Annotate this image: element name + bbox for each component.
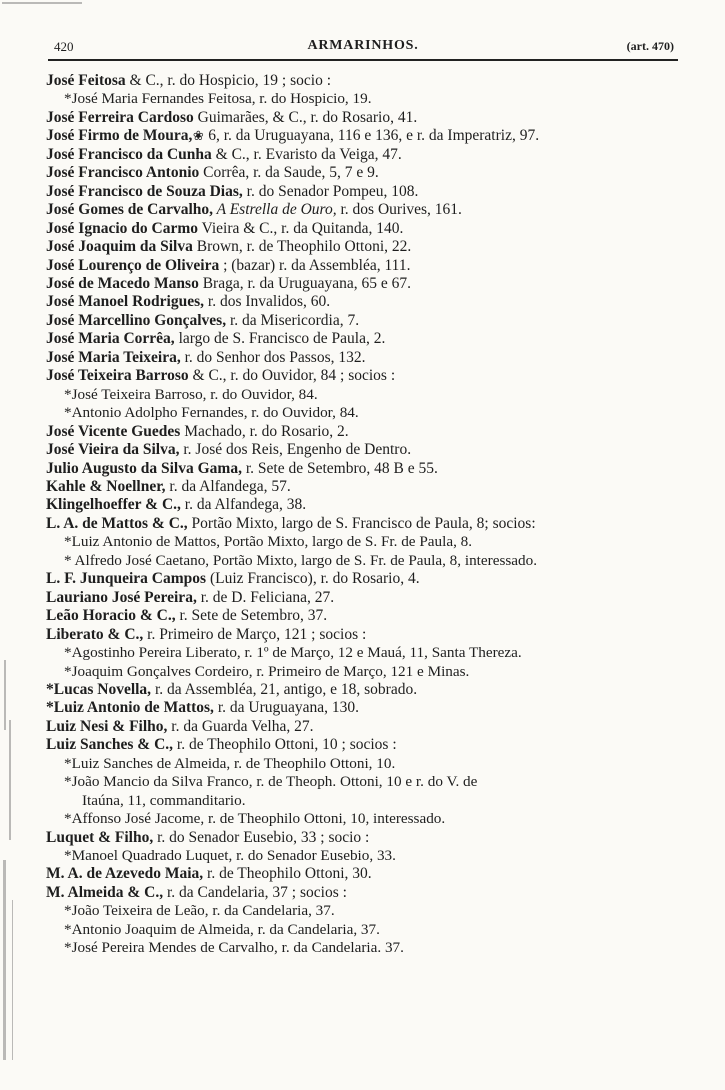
directory-entry bbox=[46, 201, 694, 219]
entry-address: Portão Mixto, largo de S. Francisco de Paula, 8; socios: bbox=[187, 514, 536, 532]
entry-name: Luquet & Filho, bbox=[46, 828, 154, 846]
entry-address: r. da Uruguayana, 130. bbox=[213, 699, 359, 717]
directory-entry bbox=[46, 72, 694, 90]
directory-entry bbox=[46, 626, 694, 644]
entry-name: José Francisco Antonio bbox=[46, 164, 200, 182]
entry-address: r. dos Invalidos, 60. bbox=[204, 293, 331, 311]
entry-name: Leão Horacio & C., bbox=[46, 607, 176, 625]
print-speckle bbox=[12, 900, 13, 1060]
directory-entries bbox=[46, 72, 694, 958]
entry-name: *Luiz Antonio de Mattos, bbox=[46, 699, 214, 717]
partner-entry: *Agostinho Pereira Liberato, r. 1º de Março, 12 e Mauá, 11, Santa Thereza. bbox=[64, 644, 522, 662]
entry-name: José Ferreira Cardoso bbox=[46, 108, 194, 126]
entry-name: José Firmo de Moura, bbox=[46, 127, 193, 145]
header-rule bbox=[48, 59, 678, 61]
partner-entry: *José Teixeira Barroso, r. do Ouvidor, 84. bbox=[64, 385, 318, 403]
partner-entry: *João Mancio da Silva Franco, r. de Theoph. Ottoni, 10 e r. do V. de bbox=[64, 773, 478, 791]
directory-entry bbox=[46, 164, 694, 182]
directory-entry bbox=[46, 220, 694, 238]
entry-name: José Marcellino Gonçalves, bbox=[46, 311, 227, 329]
entry-name: José Vieira da Silva, bbox=[46, 441, 180, 459]
entry-name: Klingelhoeffer & C., bbox=[46, 496, 181, 514]
entry-address: & C., r. do Ouvidor, 84 ; socios : bbox=[188, 367, 396, 385]
directory-entry bbox=[46, 109, 694, 127]
partner-entry-continuation: Itaúna, 11, commanditario. bbox=[82, 791, 246, 809]
entry-address: r. da Alfandega, 57. bbox=[165, 477, 291, 495]
directory-entry bbox=[46, 607, 694, 625]
entry-name: José Maria Corrêa, bbox=[46, 330, 175, 348]
directory-entry bbox=[46, 515, 694, 533]
partner-entry: *José Maria Fernandes Feitosa, r. do Hospicio, 19. bbox=[64, 90, 372, 108]
entry-address: Brown, r. de Theophilo Ottoni, 22. bbox=[192, 238, 412, 256]
entry-address: r. dos Ourives, 161. bbox=[336, 201, 462, 219]
entry-address: r. do Senhor dos Passos, 132. bbox=[180, 348, 366, 366]
directory-entry bbox=[46, 829, 694, 847]
directory-entry bbox=[46, 570, 694, 588]
entry-address: ; (bazar) r. da Assembléa, 111. bbox=[219, 256, 411, 274]
entry-address: r. de Theophilo Ottoni, 30. bbox=[203, 865, 372, 883]
directory-entry bbox=[46, 718, 694, 736]
entry-address: Guimarães, & C., r. do Rosario, 41. bbox=[193, 108, 418, 126]
entry-name: José Feitosa bbox=[46, 72, 126, 89]
entry-address: Braga, r. da Uruguayana, 65 e 67. bbox=[198, 274, 412, 292]
partner-entry: *Antonio Adolpho Fernandes, r. do Ouvidor, 84. bbox=[64, 404, 359, 422]
directory-entry bbox=[46, 681, 694, 699]
entry-name: M. Almeida & C., bbox=[46, 883, 164, 901]
entry-address: Vieira & C., r. da Quitanda, 140. bbox=[197, 219, 404, 237]
directory-entry bbox=[46, 496, 694, 514]
entry-name: José Francisco da Cunha bbox=[46, 145, 212, 163]
directory-entry bbox=[46, 330, 694, 348]
entry-name: José Maria Teixeira, bbox=[46, 348, 181, 366]
partner-entry: *Affonso José Jacome, r. de Theophilo Ottoni, 10, interessado. bbox=[64, 810, 446, 828]
print-speckle bbox=[3, 860, 6, 1060]
partner-entry: *João Teixeira de Leão, r. da Candelaria, 37. bbox=[64, 902, 335, 920]
entry-name: José de Macedo Manso bbox=[46, 274, 199, 292]
entry-name: José Francisco de Souza Dias, bbox=[46, 182, 243, 200]
entry-shop-name: A Estrella de Ouro, bbox=[213, 201, 337, 219]
entry-address: r. de Theophilo Ottoni, 10 ; socios : bbox=[173, 736, 397, 754]
entry-address: r. da Guarda Velha, 27. bbox=[167, 717, 314, 735]
entry-name: José Vicente Guedes bbox=[46, 422, 181, 440]
directory-entry bbox=[46, 423, 694, 441]
entry-name: L. F. Junqueira Campos bbox=[46, 570, 207, 588]
entry-address: & C., r. Evaristo da Veiga, 47. bbox=[211, 145, 402, 163]
entry-address: 6, r. da Uruguayana, 116 e 136, e r. da Imperatriz, 97. bbox=[204, 127, 540, 145]
entry-name: José Manoel Rodrigues, bbox=[46, 293, 205, 311]
entry-address: largo de S. Francisco de Paula, 2. bbox=[174, 330, 386, 348]
entry-address: r. da Misericordia, 7. bbox=[226, 311, 360, 329]
entry-address: r. Sete de Setembro, 48 B e 55. bbox=[241, 459, 438, 477]
entry-name: L. A. de Mattos & C., bbox=[46, 514, 188, 532]
directory-entry bbox=[46, 257, 694, 275]
directory-entry bbox=[46, 460, 694, 478]
partner-entry: * Alfredo José Caetano, Portão Mixto, largo de S. Fr. de Paula, 8, interessado. bbox=[64, 551, 537, 569]
partner-entry: *Luiz Antonio de Mattos, Portão Mixto, largo de S. Fr. de Paula, 8. bbox=[64, 533, 473, 551]
entry-name: José Teixeira Barroso bbox=[46, 367, 189, 385]
print-speckle bbox=[2, 2, 82, 4]
directory-entry bbox=[46, 349, 694, 367]
entry-address: & C., r. do Hospicio, 19 ; socio : bbox=[125, 72, 332, 89]
entry-name: José Ignacio do Carmo bbox=[46, 219, 198, 237]
entry-address: r. Sete de Setembro, 37. bbox=[175, 607, 328, 625]
fleuron-icon: ❀ bbox=[192, 128, 204, 144]
directory-entry bbox=[46, 312, 694, 330]
directory-entry bbox=[46, 865, 694, 883]
entry-address: r. Primeiro de Março, 121 ; socios : bbox=[143, 625, 367, 643]
directory-entry bbox=[46, 275, 694, 293]
entry-name: José Joaquim da Silva bbox=[46, 238, 193, 256]
entry-address: r. José dos Reis, Engenho de Dentro. bbox=[179, 441, 412, 459]
directory-entry bbox=[46, 478, 694, 496]
partner-entry: *José Pereira Mendes de Carvalho, r. da Candelaria. 37. bbox=[64, 939, 404, 957]
entry-name: M. A. de Azevedo Maia, bbox=[46, 865, 204, 883]
entry-address: r. da Alfandega, 38. bbox=[180, 496, 307, 514]
directory-entry bbox=[46, 293, 694, 311]
print-speckle bbox=[9, 720, 11, 840]
directory-entry bbox=[46, 183, 694, 201]
directory-entry bbox=[46, 589, 694, 607]
entry-address: Corrêa, r. da Saude, 5, 7 e 9. bbox=[199, 164, 379, 182]
entry-address: r. da Candelaria, 37 ; socios : bbox=[163, 883, 347, 901]
entry-address: r. do Senador Eusebio, 33 ; socio : bbox=[153, 828, 370, 846]
entry-name: *Lucas Novella, bbox=[46, 680, 152, 698]
entry-name: José Lourenço de Oliveira bbox=[46, 256, 220, 274]
entry-address: r. de D. Feliciana, 27. bbox=[196, 588, 335, 606]
page-number: 420 bbox=[54, 39, 74, 54]
partner-entry: *Antonio Joaquim de Almeida, r. da Candelaria, 37. bbox=[64, 920, 380, 938]
entry-address: r. do Senador Pompeu, 108. bbox=[242, 182, 419, 200]
directory-entry bbox=[46, 699, 694, 717]
entry-name: Luiz Sanches & C., bbox=[46, 736, 174, 754]
entry-name: Kahle & Noellner, bbox=[46, 477, 166, 495]
partner-entry: *Luiz Sanches de Almeida, r. de Theophilo Ottoni, 10. bbox=[64, 754, 396, 772]
directory-entry bbox=[46, 146, 694, 164]
directory-entry bbox=[46, 441, 694, 459]
entry-address: Machado, r. do Rosario, 2. bbox=[180, 422, 349, 440]
print-speckle bbox=[4, 660, 6, 730]
entry-address: (Luiz Francisco), r. do Rosario, 4. bbox=[206, 570, 420, 588]
entry-name: Luiz Nesi & Filho, bbox=[46, 717, 168, 735]
directory-entry bbox=[46, 884, 694, 902]
article-reference: (art. 470) bbox=[626, 39, 674, 53]
page-header bbox=[48, 33, 678, 57]
entry-name: José Gomes de Carvalho, bbox=[46, 201, 214, 219]
entry-address: r. da Assembléa, 21, antigo, e 18, sobrado. bbox=[151, 680, 418, 698]
directory-entry bbox=[46, 736, 694, 754]
partner-entry: *Joaquim Gonçalves Cordeiro, r. Primeiro de Março, 121 e Minas. bbox=[64, 662, 470, 680]
entry-name: Julio Augusto da Silva Gama, bbox=[46, 459, 242, 477]
partner-entry: *Manoel Quadrado Luquet, r. do Senador Eusebio, 33. bbox=[64, 847, 396, 865]
entry-name: Lauriano José Pereira, bbox=[46, 588, 197, 606]
running-title: ARMARINHOS. bbox=[307, 38, 419, 53]
directory-entry bbox=[46, 127, 694, 145]
entry-name: Liberato & C., bbox=[46, 625, 144, 643]
directory-entry bbox=[46, 367, 694, 385]
directory-entry bbox=[46, 238, 694, 256]
